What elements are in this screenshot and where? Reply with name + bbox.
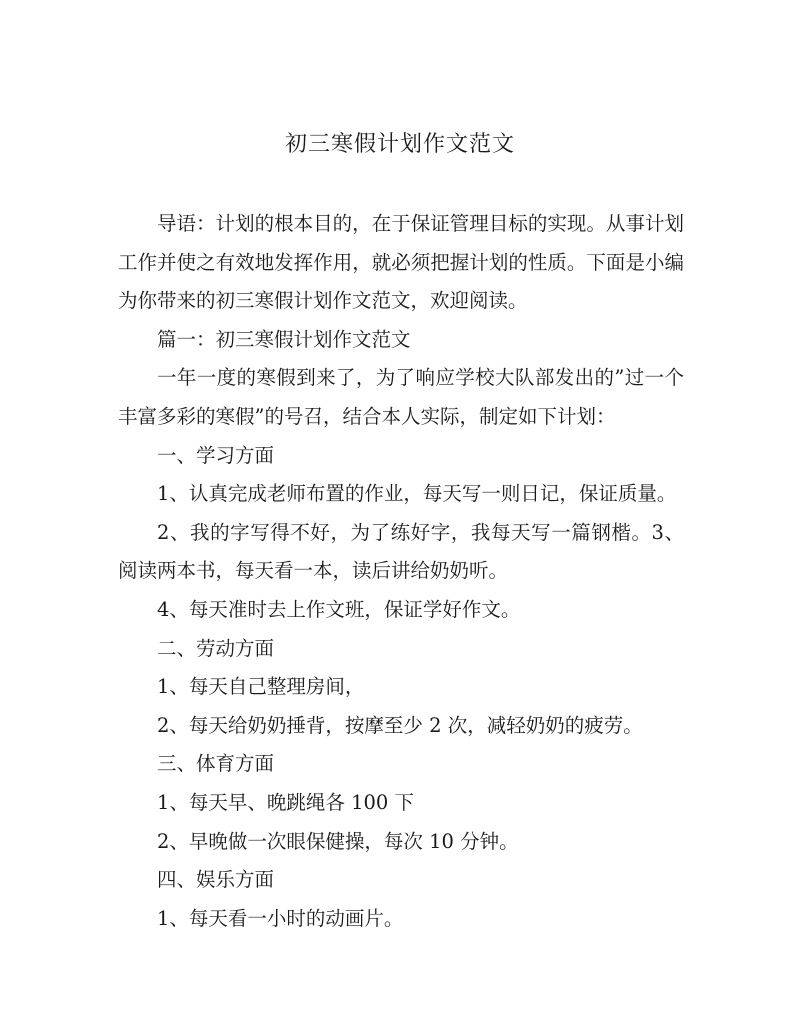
study-item-1: 1、认真完成老师布置的作业，每天写一则日记，保证质量。 <box>157 482 677 506</box>
sports-item-1: 1、每天早、晚跳绳各 100 下 <box>157 790 415 814</box>
document-body <box>118 205 684 938</box>
heading-labor: 二、劳动方面 <box>157 636 275 660</box>
labor-item-1: 1、每天自己整理房间， <box>157 675 365 699</box>
heading-sports: 三、体育方面 <box>157 752 275 776</box>
study-item-4: 4、每天准时去上作文班，保证学好作文。 <box>157 597 521 621</box>
entertainment-item-1: 1、每天看一小时的动画片。 <box>157 906 404 930</box>
study-item-2-3: 2、我的字写得不好，为了练好字，我每天写一篇钢楷。3、阅读两本书，每天看一本，读后讲给奶奶听。 <box>118 520 684 583</box>
section-heading-part-one: 篇一：初三寒假计划作文范文 <box>157 327 411 351</box>
heading-study: 一、学习方面 <box>157 443 275 467</box>
intro-paragraph: 导语：计划的根本目的，在于保证管理目标的实现。从事计划工作并使之有效地发挥作用，就必须把握计划的性质。下面是小编为你带来的初三寒假计划作文范文，欢迎阅读。 <box>118 212 684 313</box>
heading-entertainment: 四、娱乐方面 <box>157 868 275 892</box>
document-title: 初三寒假计划作文范文 <box>284 132 515 157</box>
opening-paragraph: 一年一度的寒假到来了，为了响应学校大队部发出的”过一个丰富多彩的寒假”的号召，结合本人实际，制定如下计划： <box>118 366 684 428</box>
sports-item-2: 2、早晚做一次眼保健操，每次 10 分钟。 <box>157 829 519 853</box>
labor-item-2: 2、每天给奶奶捶背，按摩至少 2 次，减轻奶奶的疲劳。 <box>157 713 643 737</box>
